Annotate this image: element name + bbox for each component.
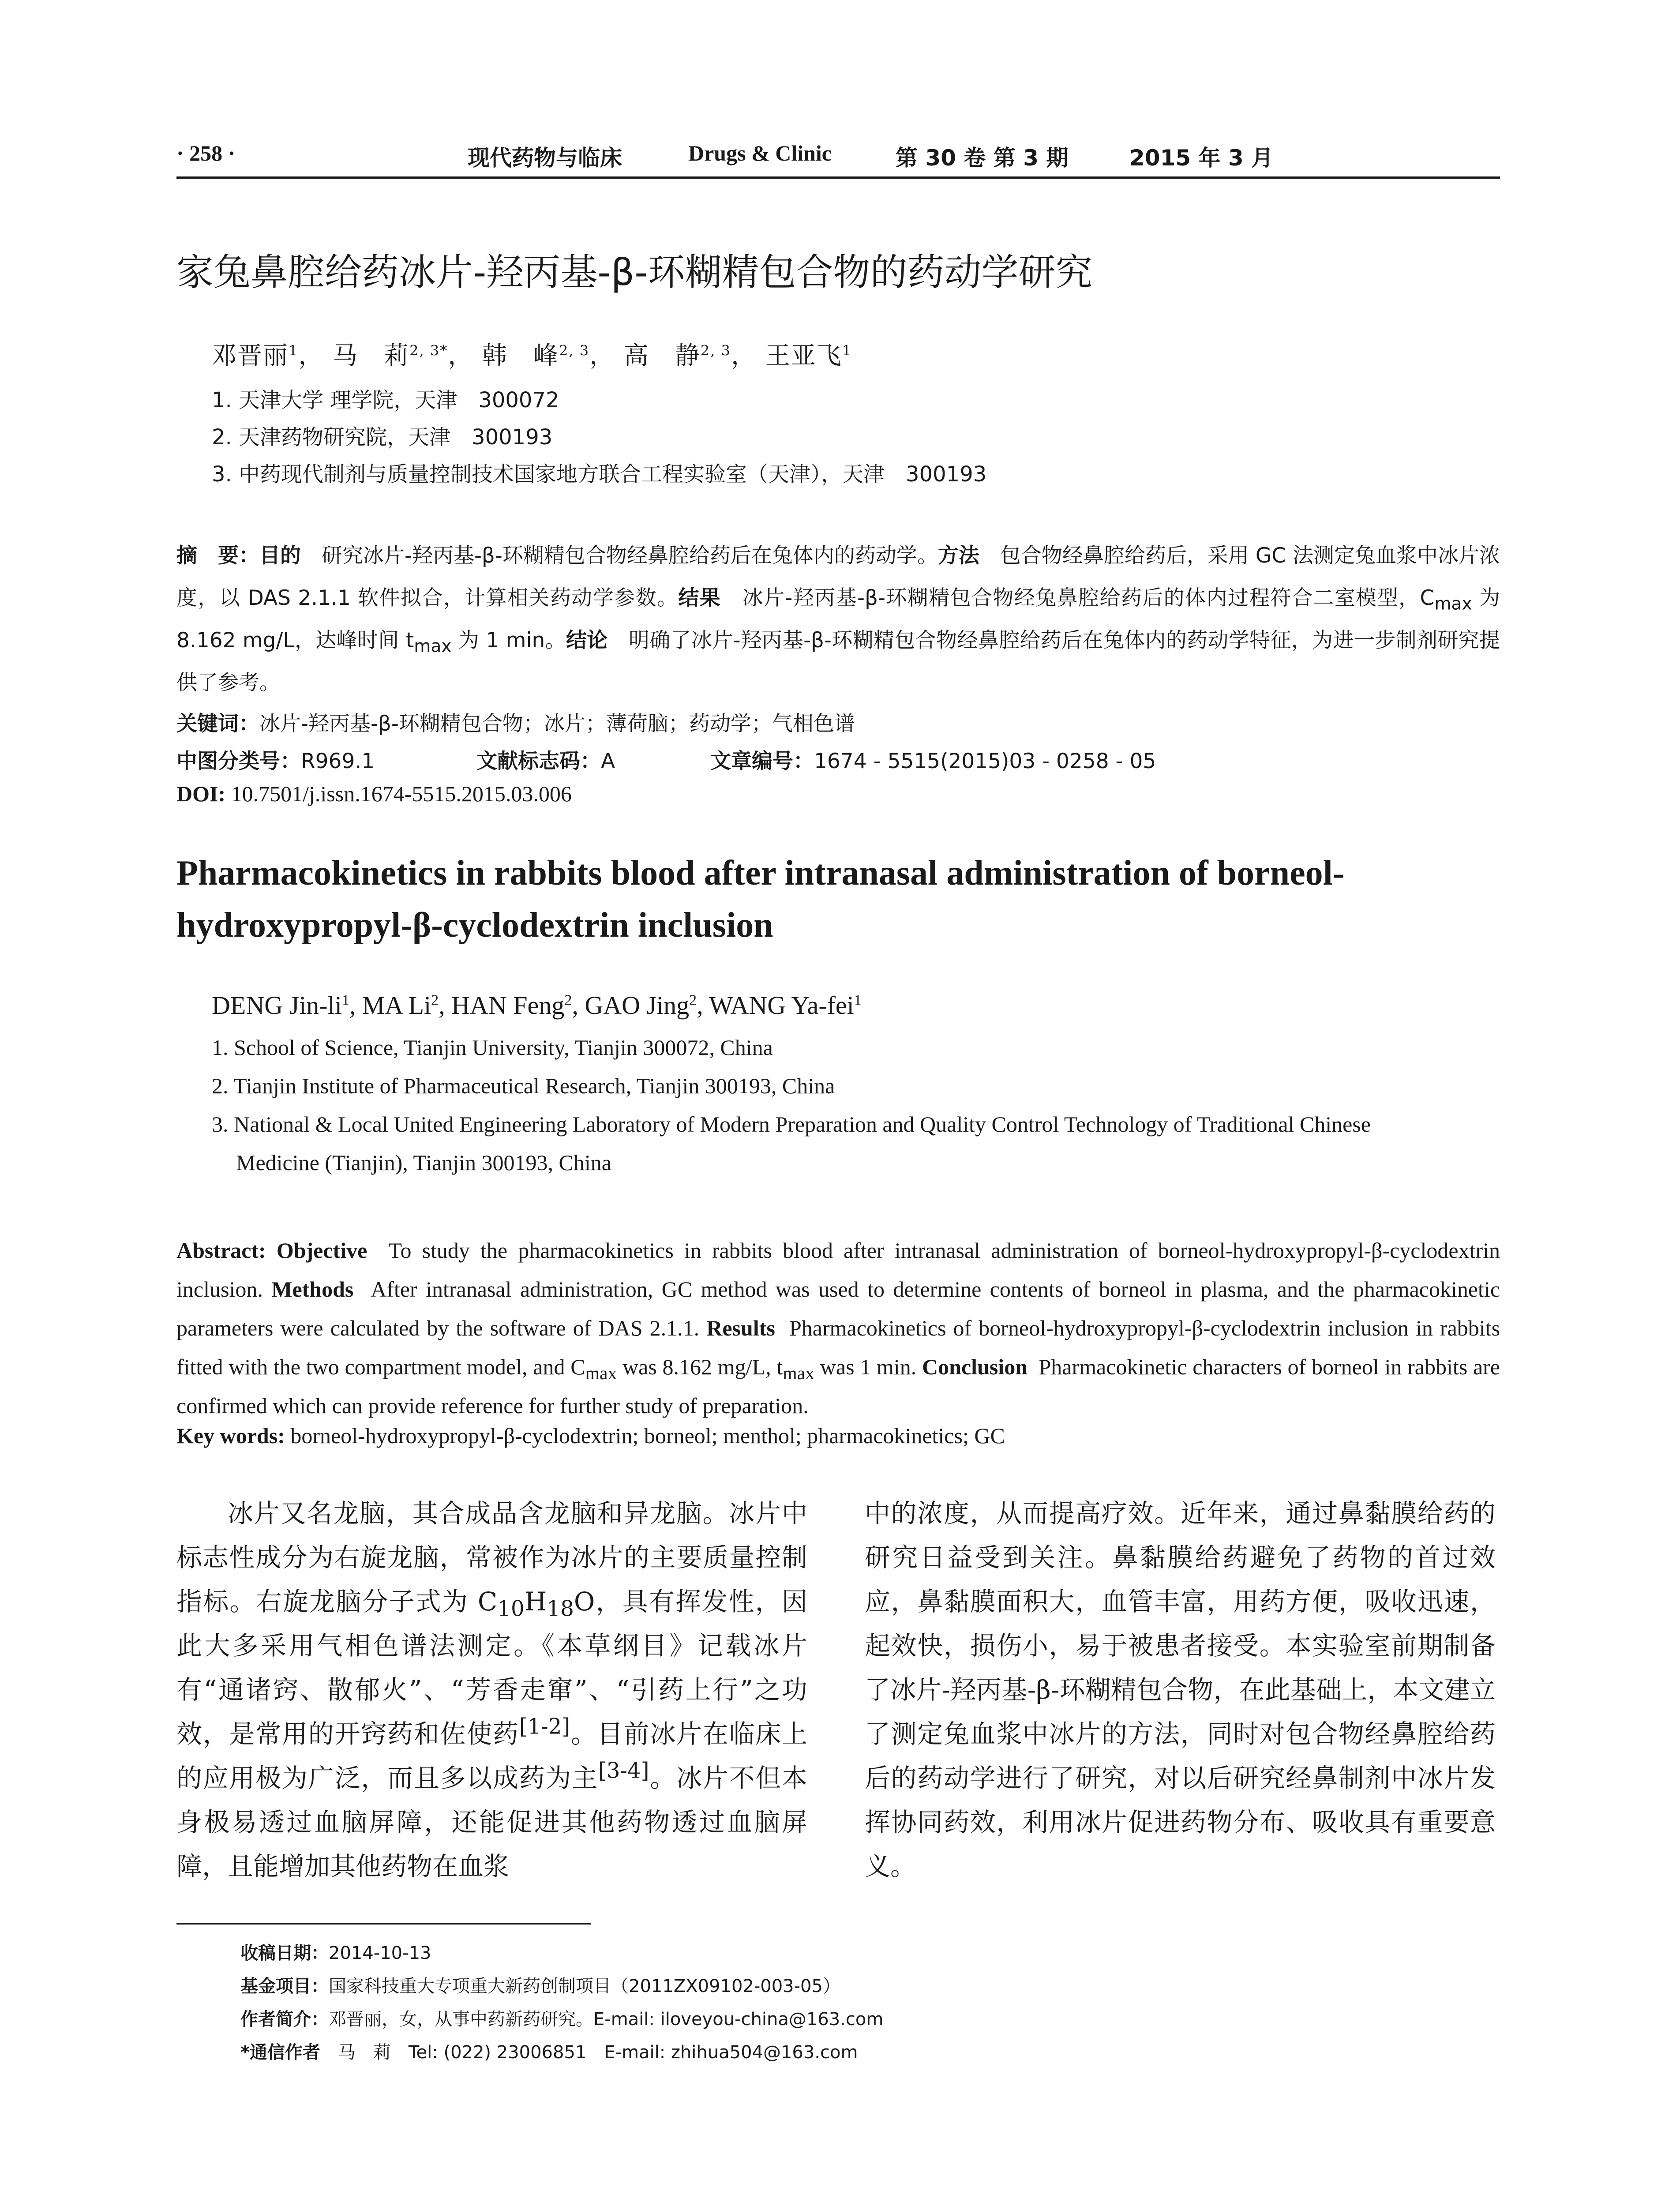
author-affil-mark: 1: [341, 992, 349, 1009]
doc-code: [476, 745, 615, 774]
author-cn: 邓晋丽: [212, 341, 289, 370]
footnote-rule: [176, 1923, 591, 1925]
clc-value: R969.1: [301, 749, 375, 773]
footnote-label: 收稿日期：: [240, 1943, 329, 1963]
author-en: WANG Ya-fei: [709, 991, 854, 1020]
doi-line: [176, 781, 572, 807]
author-affil-mark: 1: [854, 992, 862, 1009]
subscript: max: [1434, 594, 1472, 614]
affiliation-en: 2. Tianjin Institute of Pharmaceutical Research, Tianjin 300193, China: [212, 1073, 835, 1098]
footnote-text: 邓晋丽，女，从事中药新药研究。E-mail: iloveyou-china@163.com: [329, 2009, 884, 2030]
objective-text: To study the pharmacokinetics in rabbits blood after intranasal administration of borneol-hydroxypropyl-β-cyclodextrin inclusion.: [176, 1238, 1500, 1302]
author-cn: 马 莉: [333, 341, 410, 370]
author-affil-mark: 2: [431, 992, 439, 1009]
keywords-text: borneol-hydroxypropyl-β-cyclodextrin; borneol; menthol; pharmacokinetics; GC: [290, 1423, 1005, 1448]
doc-value: A: [601, 749, 615, 773]
abstract-en: [176, 1231, 1500, 1425]
body-text: 中的浓度，从而提高疗效。近年来，通过鼻黏膜给药的研究日益受到关注。鼻黏膜给药避免了药物的首过效应，鼻黏膜面积大，血管丰富，用药方便，吸收迅速，起效快，损伤小，易于被患者接受。本实验室前期制备了冰片-羟丙基-β-环糊精包合物，在此基础上，本文建立了测定兔血浆中冰片的方法，同时对包合物经鼻腔给药后的药动学进行了研究，对以后研究经鼻制剂中冰片发挥协同药效，利用冰片促进药物分布、吸收具有重要意义。: [865, 1498, 1496, 1881]
doi-link[interactable]: 10.7501/j.issn.1674-5515.2015.03.006: [231, 781, 572, 806]
body-column-right: [865, 1491, 1496, 1888]
author-affil-mark: 2: [564, 992, 572, 1009]
header-rule: [176, 176, 1500, 179]
conclusion-label: 结论: [566, 628, 608, 653]
author-affil-mark: 2, 3: [559, 342, 590, 359]
results-text: 为 8.162 mg/L，达峰时间 t: [176, 586, 1500, 653]
title-cn: 家兔鼻腔给药冰片-羟丙基-β-环糊精包合物的药动学研究: [176, 251, 1093, 294]
body-text: O，具有挥发性，因此大多采用气相色谱法测定。《本草纲目》记载冰片有“通诸窍、散郁火”、“芳香走窜”、“引药上行”之功效，是常用的开窍药和佐使药: [176, 1587, 807, 1749]
author-cn: 王亚飞: [765, 341, 842, 370]
methods-text: After intranasal administration, GC method was used to determine contents of borneol in plasma, and the pharmacokinetic parameters were calculated by the software of DAS 2.1.1.: [176, 1277, 1500, 1340]
conclusion-text: Pharmacokinetic characters of borneol in rabbits are confirmed which can provide reference for further study of preparation.: [176, 1354, 1500, 1418]
keywords-cn: [176, 707, 855, 737]
footnote-author-bio: [240, 2005, 883, 2030]
subscript: 18: [547, 1596, 574, 1621]
conclusion-label: Conclusion: [922, 1354, 1028, 1379]
affiliation-cn: 2. 天津药物研究院，天津 300193: [212, 425, 553, 450]
subscript: max: [414, 636, 452, 657]
author-affil-mark: 1: [842, 342, 852, 359]
footnote-text: 2014-10-13: [329, 1943, 431, 1963]
subscript: max: [585, 1363, 617, 1384]
classification-line: [176, 745, 375, 774]
results-label: 结果: [678, 586, 721, 610]
authors-en: DENG Jin-$li^1$, MA Li$^2$, HAN Feng$^2$, GAO Jing$^2$, WANG Ya-fei$^1$: [212, 991, 862, 1020]
affiliation-en: 1. School of Science, Tianjin University, Tianjin 300072, China: [212, 1035, 773, 1060]
authors-cn: 邓晋丽$^1$， 马 莉$^{2, 3*}$， 韩 峰$^{2, 3}$， 高 静$^{2, 3}$， 王亚飞$^1$: [212, 341, 852, 370]
author-affil-mark: 2, 3*: [409, 342, 448, 359]
journal-date: 2015 年 3 月: [1129, 145, 1274, 171]
abstract-cn: [176, 535, 1500, 704]
subscript: 10: [497, 1596, 525, 1621]
author-affil-mark: 2, 3: [700, 342, 731, 359]
citation[interactable]: [3-4]: [598, 1758, 649, 1783]
body-text: H: [524, 1587, 547, 1617]
author-en: MA Li: [362, 991, 431, 1020]
page-number: · 258 ·: [176, 141, 236, 165]
footnote-text: 马 莉 Tel: (022) 23006851 E-mail: zhihua504@163.com: [338, 2042, 858, 2063]
affiliation-cn: 3. 中药现代制剂与质量控制技术国家地方联合工程实验室（天津），天津 300193: [212, 462, 987, 487]
footnote-label: *通信作者: [240, 2042, 320, 2063]
affiliation-en: Medicine (Tianjin), Tianjin 300193, China: [236, 1150, 611, 1175]
body-text: 冰片又名龙脑，其合成品含龙脑和异龙脑。冰片中标志性成分为右旋龙脑，常被作为冰片的主要质量控制指标。右旋龙脑分子式为 C: [176, 1498, 807, 1617]
author-cn: 韩 峰: [482, 341, 559, 370]
footnote-label: 基金项目：: [240, 1976, 329, 1996]
article-number: [710, 745, 1156, 774]
author-en: GAO Jing: [585, 991, 690, 1020]
author-cn: 高 静: [623, 341, 701, 370]
body-column-left: [176, 1491, 807, 1888]
subscript: max: [783, 1363, 814, 1384]
journal-issue: 第 30 卷 第 3 期: [896, 145, 1069, 171]
clc-label: 中图分类号：: [176, 749, 301, 773]
abstract-label: Abstract:: [176, 1238, 266, 1263]
methods-label: 方法: [938, 544, 979, 568]
results-text: Pharmacokinetics of borneol-hydroxypropyl-β-cyclodextrin inclusion in rabbits fitted with the two compartment model, and C: [176, 1316, 1500, 1379]
body-text: 。冰片不但本身极易透过血脑屏障，还能促进其他药物透过血脑屏障，且能增加其他药物在血浆: [176, 1763, 807, 1881]
results-text: was 1 min.: [814, 1354, 917, 1379]
results-label: Results: [706, 1316, 775, 1340]
footnote-received: [240, 1939, 431, 1964]
affiliation-en: 3. National & Local United Engineering Laboratory of Modern Preparation and Quality Control Technology of Traditional Chinese: [212, 1112, 1371, 1137]
body-text: 。目前冰片在临床上的应用极为广泛，而且多以成药为主: [176, 1719, 807, 1793]
citation[interactable]: [1-2]: [519, 1714, 570, 1739]
article-label: 文章编号：: [710, 749, 814, 773]
objective-label: 目的: [259, 544, 301, 568]
keywords-en: [176, 1423, 1005, 1448]
article-value: 1674 - 5515(2015)03 - 0258 - 05: [814, 749, 1156, 773]
objective-text: 研究冰片-羟丙基-β-环糊精包合物经鼻腔给药后在兔体内的药动学。: [322, 544, 938, 568]
keywords-label: 关键词：: [176, 712, 259, 736]
journal-name-cn: 现代药物与临床: [468, 145, 622, 171]
footnote-funding: [240, 1972, 840, 1997]
doc-label: 文献标志码：: [476, 749, 601, 773]
author-affil-mark: 2: [689, 992, 697, 1009]
results-text: 冰片-羟丙基-β-环糊精包合物经兔鼻腔给药后的体内过程符合二室模型，C: [742, 586, 1435, 610]
author-en: HAN Feng: [451, 991, 565, 1020]
doi-label: DOI:: [176, 781, 226, 806]
author-affil-mark: 1: [289, 342, 299, 359]
title-en: Pharmacokinetics in rabbits blood after intranasal administration of borneol-hydroxypropyl-β-cyclodextrin inclusion: [176, 854, 1345, 945]
journal-name-en: Drugs & Clinic: [688, 141, 832, 165]
affiliation-cn: 1. 天津大学 理学院，天津 300072: [212, 388, 559, 413]
keywords-label: Key words:: [176, 1423, 285, 1448]
objective-label: Objective: [276, 1238, 368, 1263]
abstract-label: 摘 要：: [176, 544, 259, 568]
methods-text: 包合物经鼻腔给药后，采用 GC 法测定兔血浆中冰片浓度，以 DAS 2.1.1 软件拟合，计算相关药动学参数。: [176, 544, 1500, 610]
footnote-text: 国家科技重大专项重大新药创制项目（2011ZX09102-003-05）: [329, 1976, 840, 1996]
results-text: 为 1 min。: [451, 628, 566, 653]
footnote-correspondence: [240, 2038, 858, 2063]
footnote-label: 作者简介：: [240, 2009, 329, 2030]
keywords-text: 冰片-羟丙基-β-环糊精包合物；冰片；薄荷脑；药动学；气相色谱: [259, 712, 855, 736]
methods-label: Methods: [271, 1277, 354, 1302]
author-en: DENG Jin-li: [212, 991, 342, 1020]
results-text: was 8.162 mg/L, t: [617, 1354, 783, 1379]
conclusion-text: 明确了冰片-羟丙基-β-环糊精包合物经鼻腔给药后在兔体内的药动学特征，为进一步制剂研究提供了参考。: [176, 628, 1500, 695]
